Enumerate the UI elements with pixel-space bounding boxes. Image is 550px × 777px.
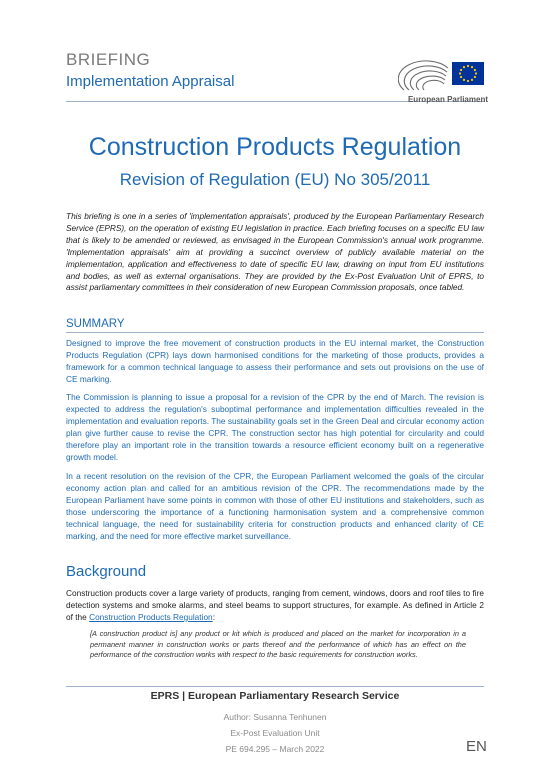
summary-paragraph-2: The Commission is planning to issue a proposal for a revision of the CPR by the end of March. The revision is expected to address the regulation's suboptimal performance and implementation difficulties revealed in the implementation and evaluation reports. The sustainability goals set in the Green Deal and circular economy action plan give further cause to revise the CPR. The construction sector has high potential for circularity and could therefore play an important role in the transition towards a resource efficient economy built on a regenerative growth model.	[66, 392, 484, 462]
definition-quote: [A construction product is] any product or kit which is produced and placed on the market for incorporation in a permanent manner in construction works or parts thereof and the performance of which has an effect on the performance of the construction works with respect to the basic requirements for construction works.	[90, 629, 466, 659]
language-code: EN	[466, 738, 487, 755]
footer-author: Author: Susanna Tenhunen	[223, 712, 327, 722]
background-heading: Background	[66, 563, 147, 580]
summary-paragraph-3: In a recent resolution on the revision of the CPR, the European Parliament welcomed the goals of the circular economy action plan and called for an ambitious revision of the CPR. The recommendations made by the European Parliament have some points in common with those of other EU institutions and stakeholders, such as those underscoring the importance of a functioning harmonisation system and a comprehensive common technical language, the need for sustainability criteria for construction products and enhanced clarity of CE marking, and the need for more effective market surveillance.	[66, 471, 484, 541]
logo-label: European Parliament	[407, 95, 488, 104]
cpr-link[interactable]: Construction Products Regulation	[89, 612, 213, 622]
page-subtitle: Revision of Regulation (EU) No 305/2011	[119, 170, 431, 189]
header-briefing: BRIEFING	[66, 50, 151, 69]
header-appraisal: Implementation Appraisal	[66, 73, 235, 90]
background-paragraph	[66, 587, 484, 623]
footer-divider	[66, 686, 484, 687]
page-title: Construction Products Regulation	[88, 133, 462, 161]
footer-unit: Ex-Post Evaluation Unit	[230, 728, 320, 738]
footer-reference: PE 694.295 – March 2022	[225, 744, 325, 754]
summary-paragraph-1: Designed to improve the free movement of construction products in the EU internal market, the Construction Products Regulation (CPR) lays down harmonised conditions for the marketing of those products, provides a framework for a common technical language to assess their performance and sets out provisions on the use of CE marking.	[66, 338, 484, 384]
background-text: Construction products cover a large variety of products, ranging from cement, windows, doors and roof tiles to fire detection systems and smoke alarms, and steel beams to support structures, for example. As defined in Article 2 of the	[66, 588, 484, 622]
intro-paragraph: This briefing is one in a series of 'implementation appraisals', produced by the European Parliamentary Research Service (EPRS), on the operation of existing EU legislation in practice. Each briefing focuses on a specific EU law that is likely to be amended or reviewed, as envisaged in the European Commission's annual work programme. 'Implementation appraisals' aim at providing a succinct overview of publicly available material on the implementation, application and effectiveness to date of specific EU law, drawing on input from EU institutions and bodies, as well as external organisations. They are provided by the Ex-Post Evaluation Unit of EPRS, to assist parliamentary committees in their consideration of new European Commission proposals, once tabled.	[66, 211, 484, 293]
summary-divider	[66, 332, 484, 333]
footer-title: EPRS | European Parliamentary Research Service	[150, 690, 400, 702]
background-text-end: :	[212, 612, 215, 622]
summary-heading: SUMMARY	[66, 318, 125, 330]
